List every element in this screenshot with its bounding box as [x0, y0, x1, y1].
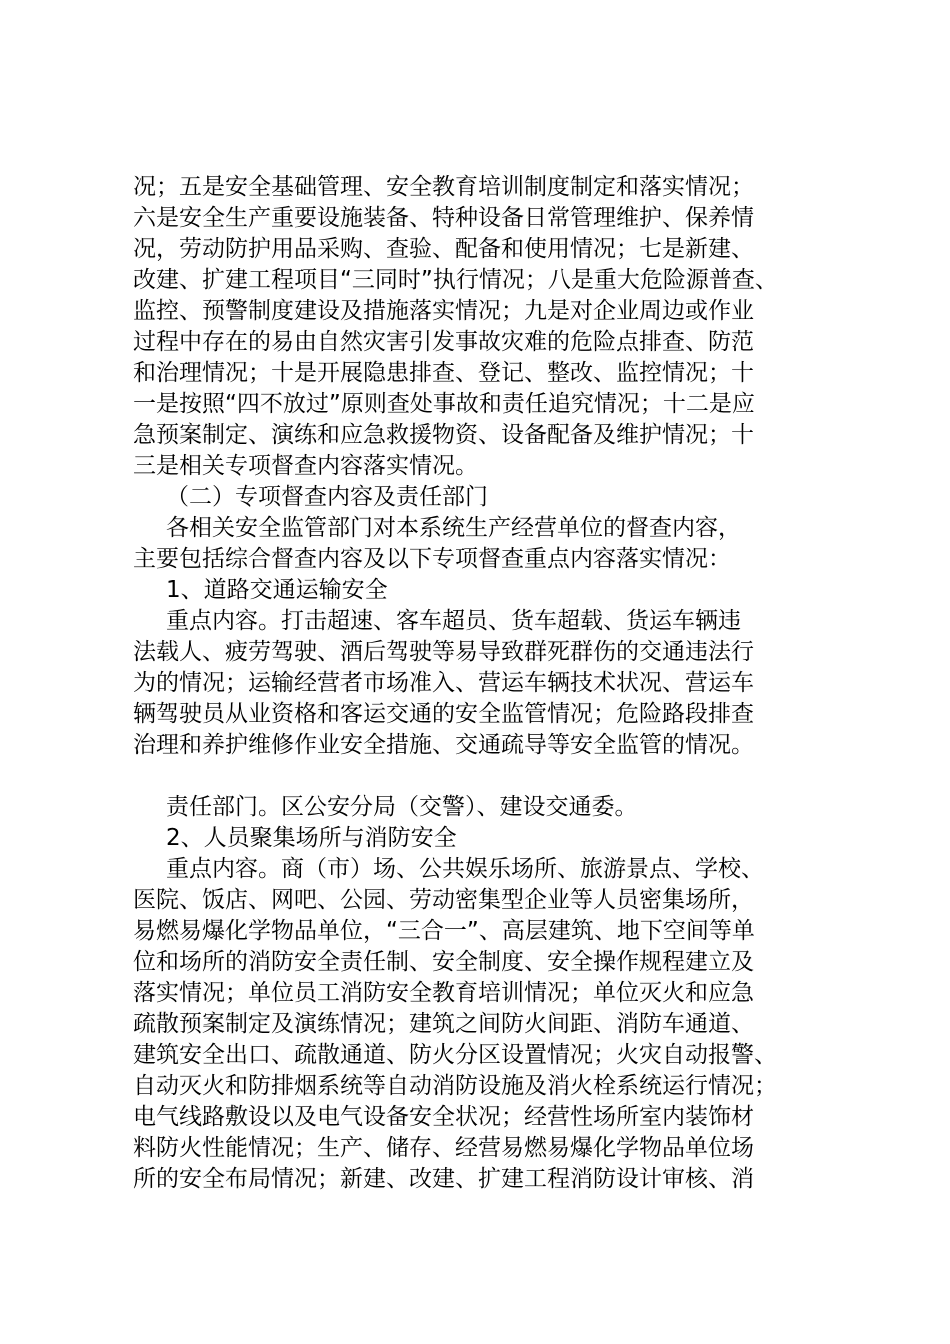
general-inspection-tail [133, 172, 853, 482]
paragraph-line: 监控、预警制度建设及措施落实情况；九是对企业周边或作业 [133, 298, 754, 324]
paragraph-line: 易燃易爆化学物品单位，“三合一”、高层建筑、地下空间等单 [133, 918, 755, 944]
paragraph-line: 位和场所的消防安全责任制、安全制度、安全操作规程建立及 [133, 949, 754, 975]
paragraph-line: 六是安全生产重要设施装备、特种设备日常管理维护、保养情 [133, 205, 754, 231]
paragraph-line: 改建、扩建工程项目“三同时”执行情况；八是重大危险源普查、 [133, 267, 778, 293]
paragraph-line: 况；五是安全基础管理、安全教育培训制度制定和落实情况； [133, 174, 754, 200]
item1-title: 1、道路交通运输安全 [166, 577, 388, 603]
paragraph-line: 电气线路敷设以及电气设备安全状况；经营性场所室内装饰材 [133, 1104, 754, 1130]
paragraph-line: 况，劳动防护用品采购、查验、配备和使用情况；七是新建、 [133, 236, 754, 262]
paragraph-line: 辆驾驶员从业资格和客运交通的安全监管情况；危险路段排查 [133, 701, 754, 727]
item2-title: 2、人员聚集场所与消防安全 [166, 825, 457, 851]
paragraph-line: 三是相关专项督查内容落实情况。 [133, 453, 478, 479]
paragraph-line: 重点内容。商（市）场、公共娱乐场所、旅游景点、学校、 [166, 856, 764, 882]
blank-line [133, 761, 853, 792]
item1-responsibility: 责任部门。区公安分局（交警）、建设交通委。 [166, 794, 638, 820]
paragraph-line: 各相关安全监管部门对本系统生产经营单位的督查内容， [166, 515, 741, 541]
paragraph-line: 法载人、疲劳驾驶、酒后驾驶等易导致群死群伤的交通违法行 [133, 639, 754, 665]
special-intro-paragraph [133, 513, 853, 575]
document-body [133, 172, 853, 1195]
item2-content-paragraph [133, 854, 853, 1195]
paragraph-line: 建筑安全出口、疏散通道、防火分区设置情况；火灾自动报警、 [133, 1042, 777, 1068]
paragraph-line: 医院、饭店、网吧、公园、劳动密集型企业等人员密集场所， [133, 887, 754, 913]
paragraph-line: 重点内容。打击超速、客车超员、货车超载、货运车辆违 [166, 608, 741, 634]
paragraph-line: 和治理情况；十是开展隐患排查、登记、整改、监控情况；十 [133, 360, 754, 386]
item1-content-paragraph [133, 606, 853, 761]
paragraph-line: 为的情况；运输经营者市场准入、营运车辆技术状况、营运车 [133, 670, 754, 696]
paragraph-line: 疏散预案制定及演练情况；建筑之间防火间距、消防车通道、 [133, 1011, 754, 1037]
paragraph-line: 治理和养护维修作业安全措施、交通疏导等安全监管的情况。 [133, 732, 754, 758]
paragraph-line: 主要包括综合督查内容及以下专项督查重点内容落实情况： [133, 546, 731, 572]
section-heading-special: （二）专项督查内容及责任部门 [166, 484, 488, 510]
paragraph-line: 急预案制定、演练和应急救援物资、设备配备及维护情况；十 [133, 422, 754, 448]
paragraph-line: 一是按照“四不放过”原则查处事故和责任追究情况；十二是应 [133, 391, 755, 417]
paragraph-line: 落实情况；单位员工消防安全教育培训情况；单位灭火和应急 [133, 980, 754, 1006]
paragraph-line: 过程中存在的易由自然灾害引发事故灾难的危险点排查、防范 [133, 329, 754, 355]
paragraph-line: 所的安全布局情况；新建、改建、扩建工程消防设计审核、消 [133, 1166, 754, 1192]
paragraph-line: 料防火性能情况；生产、储存、经营易燃易爆化学物品单位场 [133, 1135, 754, 1161]
paragraph-line: 自动灭火和防排烟系统等自动消防设施及消火栓系统运行情况； [133, 1073, 777, 1099]
